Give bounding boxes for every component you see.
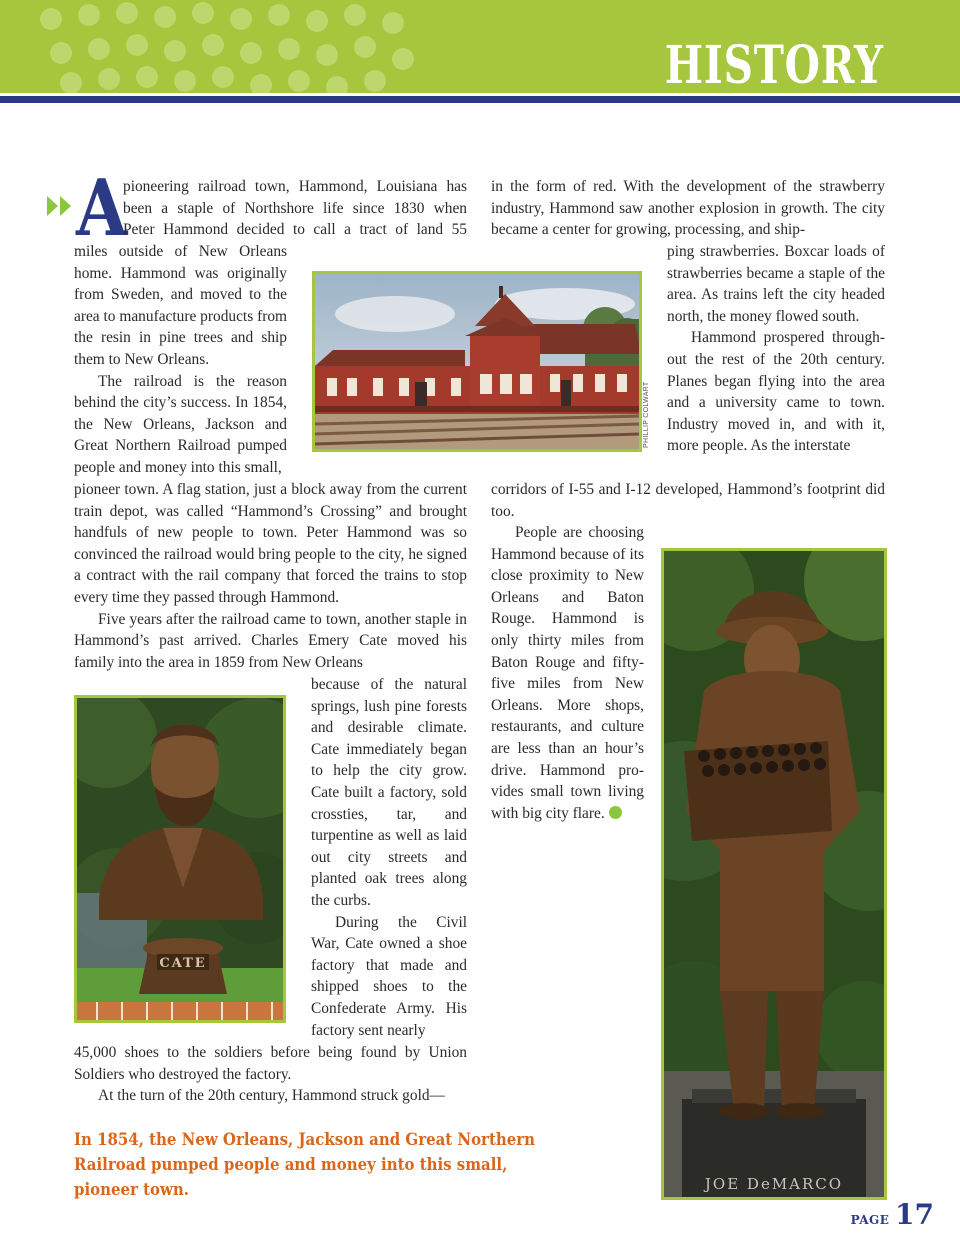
decor-dot: [364, 70, 386, 92]
lead-line-3: Peter Hammond decided to call a tract of land 55: [123, 221, 467, 239]
statue-plaque: JOE DeMARCO: [704, 1175, 844, 1193]
paragraph-cate-start: Five years after the railroad came to town, another staple in Hammond’s past arrived. Charles Emery Cate moved his family into the area in 1859 from New Orleans: [74, 610, 467, 671]
col1-narrow-right: [311, 674, 467, 1041]
page-digits: 17: [895, 1198, 934, 1231]
photo-demarco-statue: [661, 548, 887, 1200]
end-mark-icon: [609, 806, 622, 819]
decor-dot: [250, 74, 272, 93]
paragraph-civil-war-start: During the Civil War, Cate owned a shoe factory that made and shipped shoes to the Confederate Army. His factory sent nearly: [311, 913, 467, 1039]
decor-dot: [392, 48, 414, 70]
decor-dot: [154, 6, 176, 28]
decor-dot: [344, 4, 366, 26]
col1-full-bottom: [74, 1042, 467, 1107]
col2-narrow-lower: [491, 522, 644, 824]
arrow-marker-icon: [47, 196, 73, 216]
col1-narrow-upper: [74, 241, 287, 479]
decor-dot: [240, 42, 262, 64]
decor-dot: [230, 8, 252, 30]
header-band: [0, 0, 960, 93]
paragraph-prosperity-start: Hammond prospered through-out the rest of the 20th century. Planes began flying into the area and a university came to town. Industry moved in, and with it, more people. As the interstate: [667, 329, 885, 455]
col2-full-top: [491, 176, 885, 241]
decor-dot: [88, 38, 110, 60]
decor-dot: [212, 66, 234, 88]
decor-dot: [316, 44, 338, 66]
bust-illustration: [77, 698, 283, 1020]
pull-quote: In 1854, the New Orleans, Jackson and Great Northern Railroad pumped people and money into this small, pioneer town.: [74, 1130, 536, 1200]
page-label: PAGE: [850, 1213, 890, 1227]
page-number: [851, 1198, 934, 1231]
paragraph-strawberry-start: in the form of red. With the development of the strawberry industry, Hammond saw another explosion in growth. The city became a center for growing, processing, and ship-: [491, 178, 885, 239]
paragraph-intro-rest: miles outside of New Orleans home. Hammond was originally from Sweden, and moved to the area to manufacture products from the resin in pine trees and ship them to New Orleans.: [74, 243, 287, 368]
paragraph-20th-century: At the turn of the 20th century, Hammond struck gold—: [98, 1087, 445, 1105]
bust-plaque: CATE: [159, 956, 207, 971]
photo-train-depot: [312, 271, 642, 452]
col1-full-middle: [74, 479, 467, 673]
decor-dot: [174, 70, 196, 92]
decor-dot: [78, 4, 100, 26]
paragraph-strawberry-end: ping strawberries. Boxcar loads of strawberries became a staple of the area. As trains left the city headed north, the money flowed south.: [667, 243, 885, 325]
statue-illustration: [664, 551, 884, 1197]
paragraph-prosperity-end: corridors of I-55 and I-12 developed, Hammond’s footprint did too.: [491, 481, 885, 520]
decor-dot: [116, 2, 138, 24]
decor-dot: [202, 34, 224, 56]
decor-dot: [192, 2, 214, 24]
decor-dot: [382, 12, 404, 34]
col1-lead-lines: [123, 176, 467, 241]
paragraph-railroad-start: The railroad is the reason behind the city’s success. In 1854, the New Orleans, Jackson and Great Northern Railroad pumped people and money into this small,: [74, 372, 287, 476]
depot-illustration: [315, 274, 639, 449]
decor-dot: [126, 34, 148, 56]
section-title: HISTORY: [665, 35, 884, 93]
lead-line-2: been a staple of Northshore life since 1830 when: [123, 199, 467, 217]
decor-dot: [288, 70, 310, 92]
decor-dot: [98, 68, 120, 90]
decor-dot: [268, 4, 290, 26]
col2-narrow-upper: [667, 241, 885, 457]
decor-dot: [306, 10, 328, 32]
header-rule: [0, 96, 960, 103]
drop-cap: A: [76, 163, 128, 254]
decor-dot: [278, 38, 300, 60]
closing-text: People are choosing Hammond because of its close proximity to New Orleans and Baton Rouge. Hammond is only thirty miles from Baton Rouge and fifty-five miles from New Orleans. More shops, restaurants, and culture are less than an hour’s drive. Hammond pro-vides small town living with big city flare.: [491, 524, 644, 822]
paragraph-closing: [491, 522, 644, 824]
decor-dot: [326, 76, 348, 93]
lead-line-1: pioneering railroad town, Hammond, Louisiana has: [123, 178, 467, 195]
col2-full-middle: [491, 479, 885, 522]
photo-credit: PHILLIP COLWART: [643, 381, 650, 448]
photo-cate-bust: [74, 695, 286, 1023]
decor-dot: [60, 72, 82, 93]
decor-dot: [136, 66, 158, 88]
decor-dot: [354, 36, 376, 58]
decor-dot: [40, 8, 62, 30]
paragraph-cate-end: because of the natural springs, lush pine forests and desirable climate. Cate immediately began to help the city grow. Cate built a factory, sold crossties, tar, and turpentine as well as laid out city streets and planted oak trees along the curbs.: [311, 676, 467, 909]
paragraph-civil-war-end: 45,000 shoes to the soldiers before being found by Union Soldiers who destroyed the factory.: [74, 1044, 467, 1083]
decor-dot: [164, 40, 186, 62]
decor-dot: [50, 42, 72, 64]
paragraph-railroad-end: pioneer town. A flag station, just a block away from the current train depot, was called “Hammond’s Crossing” and brought handfuls of new people to town. Peter Hammond was so convinced the railroad would bring people to the city, he signed a contract with the rail company that forced the trains to stop every time they passed through Hammond.: [74, 481, 467, 606]
